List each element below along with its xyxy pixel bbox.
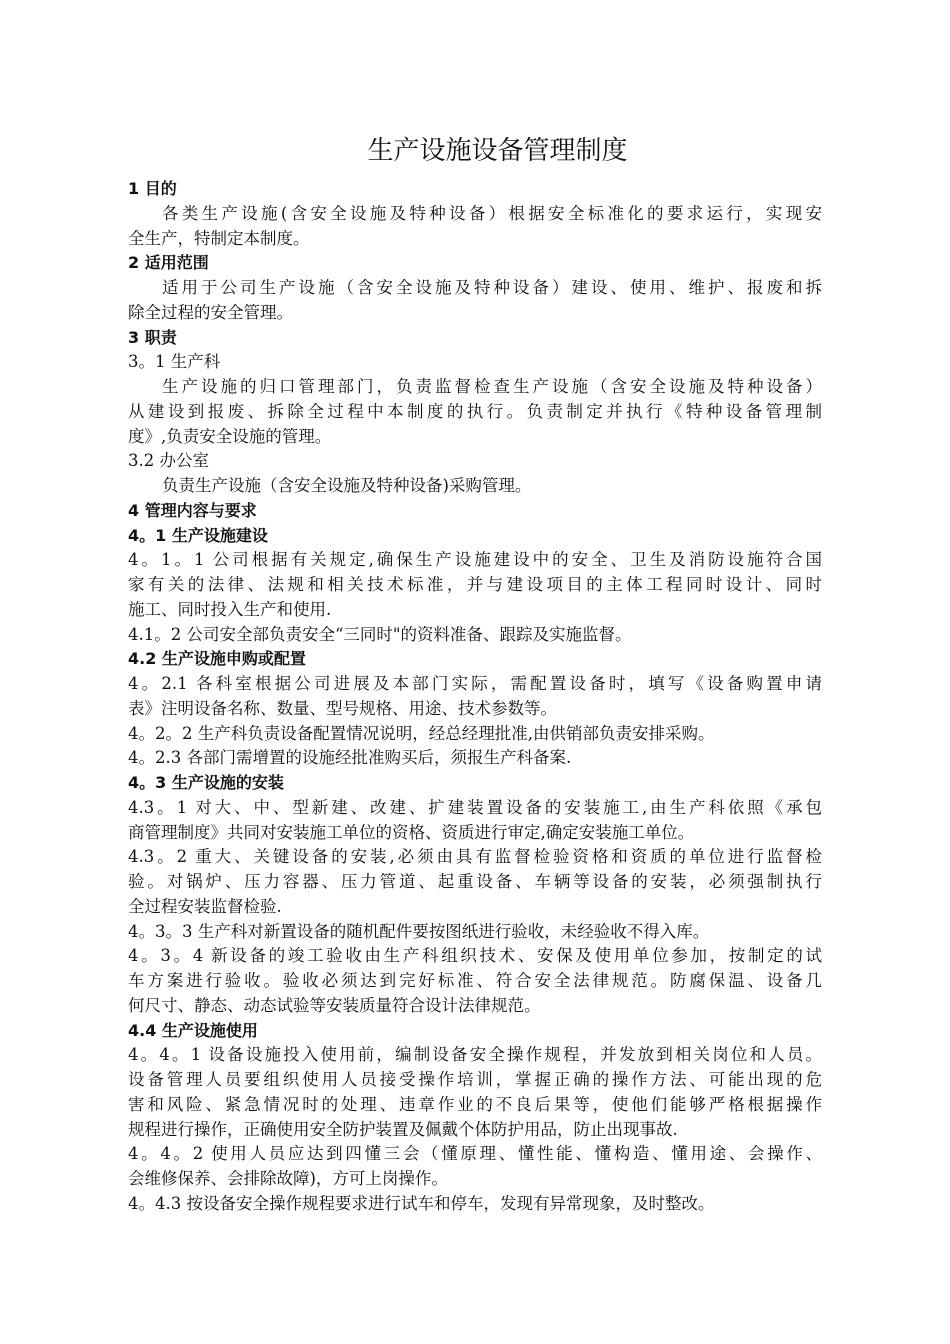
text-line: 4。2。2 生产科负责设备配置情况说明，经总经理批准,由供销部负责安排采购。 (128, 723, 715, 743)
section-heading: 3 职责 (128, 327, 177, 347)
text-line: 4。3。3 生产科对新置设备的随机配件要按图纸进行验收，未经验收不得入库。 (128, 921, 710, 941)
text-line: 4.3。2 重大、关键设备的安装,必须由具有监督检验资格和资质的单位进行监督检 (128, 847, 822, 867)
text-line: 4。4。1 设备设施投入使用前，编制设备安全操作规程，并发放到相关岗位和人员。 (128, 1045, 822, 1065)
text-line: 商管理制度》共同对安装施工单位的资格、资质进行审定,确定安装施工单位。 (128, 822, 695, 842)
text-line: 3。1 生产科 (128, 352, 221, 372)
text-line: 会维修保养、会排除故障)，方可上岗操作。 (128, 1169, 448, 1188)
text-line: 各类生产设施(含安全设施及特种设备）根据安全标准化的要求运行，实现安 (162, 203, 822, 223)
text-line: 4.3。1 对大、中、型新建、改建、扩建装置设备的安装施工,由生产科依照《承包 (128, 797, 822, 817)
section-heading: 4。1 生产设施建设 (128, 525, 268, 545)
text-line: 4.1。2 公司安全部负责安全“三同时"的资料准备、跟踪及实施监督。 (128, 624, 632, 644)
text-line: 全过程安装监督检验. (128, 896, 282, 916)
text-line: 害和风险、紧急情况时的处理、违章作业的不良后果等，使他们能够严格根据操作 (128, 1094, 822, 1114)
text-line: 除全过程的安全管理。 (128, 302, 293, 322)
text-line: 从建设到报废、拆除全过程中本制度的执行。负责制定并执行《特种设备管理制 (128, 401, 822, 421)
text-line: 施工、同时投入生产和使用. (128, 599, 332, 619)
text-line: 何尺寸、静态、动态试验等安装质量符合设计法律规范。 (128, 995, 541, 1015)
text-line: 车方案进行验收。验收必须达到完好标准、符合安全法律规范。防腐保温、设备几 (128, 971, 822, 990)
section-heading: 4 管理内容与要求 (128, 500, 257, 520)
text-line: 适用于公司生产设施（含安全设施及特种设备）建设、使用、维护、报废和拆 (162, 278, 822, 297)
text-line: 表》注明设备名称、数量、型号规格、用途、技术参数等。 (128, 698, 557, 718)
text-line: 4。2.1 各科室根据公司进展及本部门实际，需配置设备时，填写《设备购置申请 (128, 674, 822, 693)
document-title: 生产设施设备管理制度 (367, 136, 628, 166)
text-line: 规程进行操作，正确使用安全防护装置及佩戴个体防护用品，防止出现事故. (128, 1119, 678, 1139)
text-line: 度》,负责安全设施的管理。 (128, 426, 332, 446)
section-heading: 1 目的 (128, 179, 177, 198)
text-line: 全生产，特制定本制度。 (128, 228, 310, 248)
text-line: 4。4。2 使用人员应达到四懂三会（懂原理、懂性能、懂构造、懂用途、会操作、 (128, 1144, 822, 1164)
text-line: 负责生产设施（含安全设施及特种设备)采购管理。 (162, 476, 532, 495)
section-heading: 2 适用范围 (128, 253, 209, 273)
text-line: 4。3。4 新设备的竣工验收由生产科组织技术、安保及使用单位参加，按制定的试 (128, 946, 822, 966)
text-line: 3.2 办公室 (128, 451, 209, 471)
section-heading: 4.4 生产设施使用 (128, 1020, 258, 1040)
section-heading: 4.2 生产设施申购或配置 (128, 649, 306, 669)
section-heading: 4。3 生产设施的安装 (128, 773, 284, 792)
text-line: 4。1。1 公司根据有关规定,确保生产设施建设中的安全、卫生及消防设施符合国 (128, 550, 822, 570)
text-line: 设备管理人员要组织使用人员接受操作培训，掌握正确的操作方法、可能出现的危 (128, 1070, 822, 1089)
text-line: 生产设施的归口管理部门，负责监督检查生产设施（含安全设施及特种设备） (162, 377, 822, 396)
text-line: 验。对锅炉、压力容器、压力管道、起重设备、车辆等设备的安装，必须强制执行 (128, 872, 822, 891)
text-line: 4。2.3 各部门需增置的设施经批准购买后，须报生产科备案. (128, 748, 572, 768)
text-line: 家有关的法律、法规和相关技术标准，并与建设项目的主体工程同时设计、同时 (128, 575, 822, 594)
document-body (0, 177, 950, 1217)
text-line: 4。4.3 按设备安全操作规程要求进行试车和停车，发现有异常现象，及时整改。 (128, 1193, 715, 1213)
